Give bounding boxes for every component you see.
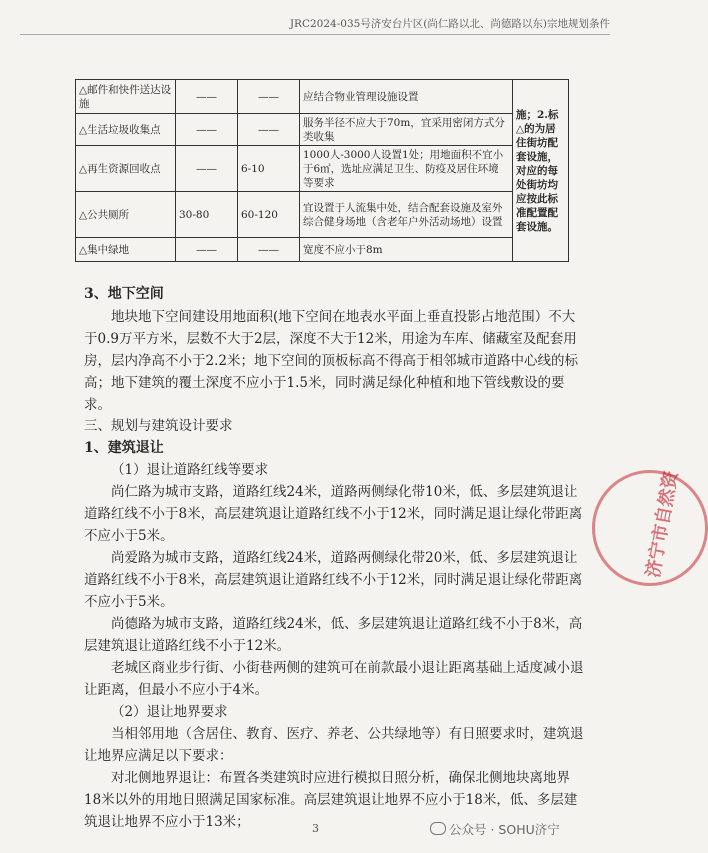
facility-name: △生活垃圾收集点 [76, 114, 176, 146]
header-rule [20, 34, 610, 35]
facility-name: △公共厕所 [76, 192, 176, 238]
boundary-paragraph-1: 当相邻用地（含居住、教育、医疗、养老、公共绿地等）有日照要求时，建筑退让地界应满足以下要求： [84, 726, 584, 764]
road-setback-subheading: （1）退让道路红线等要求 [111, 462, 269, 478]
facility-name: △再生资源回收点 [76, 146, 176, 192]
section-3-heading: 3、地下空间 [84, 286, 164, 302]
land-area: —— [176, 114, 238, 146]
running-header: JRC2024-035号济安台片区(尚仁路以北、尚德路以东)宗地规划条件 [289, 18, 610, 30]
requirement: 服务半径不应大于70m，宜采用密闭方式分类收集 [300, 114, 513, 146]
wechat-icon [430, 822, 446, 835]
table-row [76, 80, 569, 114]
facility-name: △邮件和快件送达设施 [76, 80, 176, 114]
shangde-road-paragraph: 尚德路为城市支路，道路红线24米，低、多层建筑退让道路红线不小于8米，高层建筑退让道路红线不小于12米。 [84, 616, 583, 654]
boundary-paragraph-2: 对北侧地界退让：布置各类建筑时应进行模拟日照分析，确保北侧地块离地界18米以外的用地日照满足国家标准。高层建筑退让地界不应小于18米，低、多层建筑退让地界不应小于13米； [84, 770, 578, 830]
facilities-table [75, 79, 569, 262]
building-area: —— [238, 114, 300, 146]
old-town-paragraph: 老城区商业步行街、小街巷两侧的建筑可在前款最小退让距离基础上适度减小退让距离，但最小不应小于4米。 [84, 660, 584, 698]
shangren-road-paragraph: 尚仁路为城市支路，道路红线24米，道路两侧绿化带10米，低、多层建筑退让道路红线不小于8米，高层建筑退让道路红线不小于12米，同时满足退让绿化带距离不应小于5米。 [84, 484, 583, 544]
shangai-road-paragraph: 尚爱路为城市支路，道路红线24米，道路两侧绿化带20米，低、多层建筑退让道路红线不小于8米，高层建筑退让道路红线不小于12米，同时满足退让绿化带距离不应小于5米。 [84, 550, 583, 610]
table-row [76, 114, 569, 146]
watermark-text: 公众号 · SOHU济宁 [449, 822, 560, 837]
remark-cell: 施；2.标△的为居住街坊配套设施，对应的每处街坊均应按此标准配置配套设施。 [513, 80, 569, 262]
table-row [76, 146, 569, 192]
requirement: 1000人-3000人设置1处；用地面积不宜小于6㎡，选址应满足卫生、防疫及居住环境等要求 [300, 146, 513, 192]
land-area: 30-80 [176, 192, 238, 238]
land-area: —— [176, 238, 238, 262]
part-3-heading: 三、规划与建筑设计要求 [84, 418, 233, 434]
table-row [76, 238, 569, 262]
facility-name: △集中绿地 [76, 238, 176, 262]
table-row [76, 192, 569, 238]
setback-heading: 1、建筑退让 [84, 440, 164, 456]
land-area: —— [176, 80, 238, 114]
building-area: 6-10 [238, 146, 300, 192]
seal-text: 济宁市自然资 [642, 469, 683, 580]
requirement: 应结合物业管理设施设置 [300, 80, 513, 114]
land-area: —— [176, 146, 238, 192]
watermark [430, 820, 560, 838]
building-area: —— [238, 80, 300, 114]
page-number: 3 [312, 822, 319, 835]
boundary-setback-subheading: （2）退让地界要求 [111, 704, 228, 720]
underground-paragraph: 地块地下空间建设用地面积(地下空间在地表水平面上垂直投影占地范围）不大于0.9万平方米，层数不大于2层，深度不大于12米，用途为车库、储藏室及配套用房，层内净高不小于2.2米；地下空间的顶板标高不得高于相邻城市道路中心线的标高；地下建筑的覆土深度不应小于1.5米，同时满足绿化种植和地下管线敷设的要求。 [84, 309, 578, 413]
building-area: —— [238, 238, 300, 262]
building-area: 60-120 [238, 192, 300, 238]
requirement: 宜设置于人流集中处，结合配套设施及室外综合健身场地（含老年户外活动场地）设置 [300, 192, 513, 238]
official-seal [592, 470, 708, 586]
requirement: 宽度不应小于8m [300, 238, 513, 262]
